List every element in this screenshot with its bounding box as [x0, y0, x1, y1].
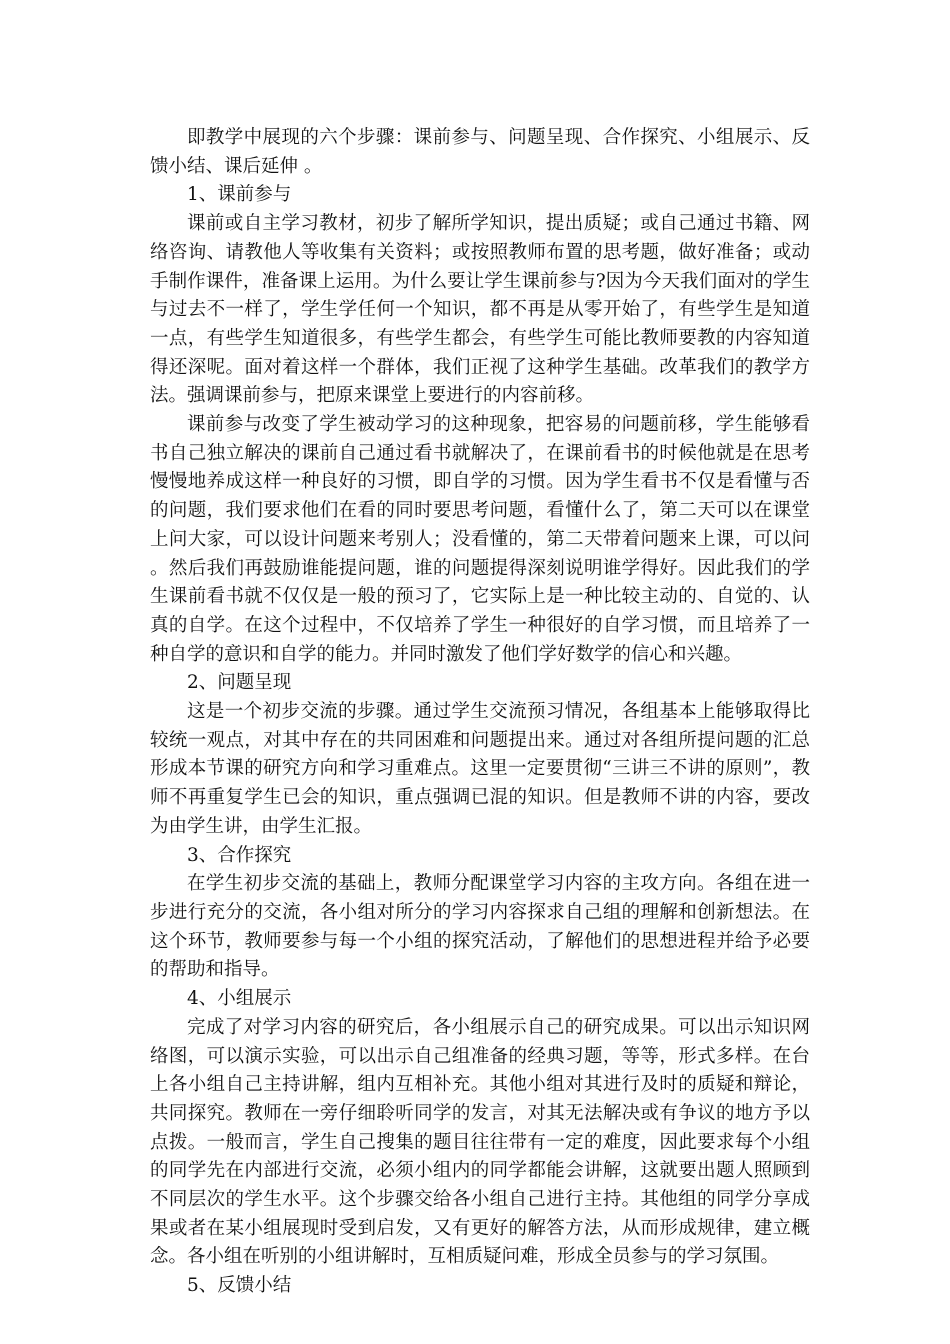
section-1-paragraph-1: 课前或自主学习教材，初步了解所学知识，提出质疑；或自己通过书籍、网络咨询、请教他人等收集有关资料；或按照教师布置的思考题，做好准备；或动手制作课件，准备课上运用。为什么要让学生课前参与?因为今天我们面对的学生与过去不一样了，学生学任何一个知识，都不再是从零开始了，有些学生是知道一点，有些学生知道很多，有些学生都会，有些学生可能比教师要教的内容知道得还深呢。面对着这样一个群体，我们正视了这种学生基础。改革我们的教学方法。强调课前参与，把原来课堂上要进行的内容前移。: [150, 213, 810, 407]
section-1-paragraph-2: 课前参与改变了学生被动学习的这种现象，把容易的问题前移，学生能够看书自己独立解决的课前自己通过看书就解决了，在课前看书的时候他就是在思考慢慢地养成这样一种良好的习惯，即自学的习惯。因为学生看书不仅是看懂与否的问题，我们要求他们在看的同时要思考问题，看懂什么了，第二天可以在课堂上问大家，可以设计问题来考别人；没看懂的，第二天带着问题来上课，可以问。然后我们再鼓励谁能提问题，谁的问题提得深刻说明谁学得好。因此我们的学生课前看书就不仅仅是一般的预习了，它实际上是一种比较主动的、自觉的、认真的自学。在这个过程中，不仅培养了学生一种很好的自学习惯，而且培养了一种自学的意识和自学的能力。并同时激发了他们学好数学的信心和兴趣。: [150, 414, 810, 665]
section-3-paragraph-1: 在学生初步交流的基础上，教师分配课堂学习内容的主攻方向。各组在进一步进行充分的交流，各小组对所分的学习内容探求自己组的理解和创新想法。在这个环节，教师要参与每一个小组的探究活动，了解他们的思想进程并给予必要的帮助和指导。: [150, 873, 810, 981]
section-heading-4: 4、小组展示: [187, 988, 292, 1010]
document-body: [150, 124, 810, 1301]
section-heading-1: 1、课前参与: [187, 184, 292, 206]
section-heading-2: 2、问题呈现: [187, 672, 292, 694]
section-4-paragraph-1: 完成了对学习内容的研究后，各小组展示自己的研究成果。可以出示知识网络图，可以演示实验，可以出示自己组准备的经典习题，等等，形式多样。在台上各小组自己主持讲解，组内互相补充。其他小组对其进行及时的质疑和辩论，共同探究。教师在一旁仔细聆听同学的发言，对其无法解决或有争议的地方予以点拨。一般而言，学生自己搜集的题目往往带有一定的难度，因此要求每个小组的同学先在内部进行交流，必须小组内的同学都能会讲解，这就要出题人照顾到不同层次的学生水平。这个步骤交给各小组自己进行主持。其他组的同学分享成果或者在某小组展现时受到启发，又有更好的解答方法，从而形成规律，建立概念。各小组在听别的小组讲解时，互相质疑问难，形成全员参与的学习氛围。: [150, 1016, 810, 1268]
section-heading-5: 5、反馈小结: [187, 1275, 292, 1297]
intro-paragraph: 即教学中展现的六个步骤：课前参与、问题呈现、合作探究、小组展示、反馈小结、课后延伸 。: [150, 127, 810, 177]
section-heading-3: 3、合作探究: [187, 844, 292, 866]
section-2-paragraph-1: 这是一个初步交流的步骤。通过学生交流预习情况，各组基本上能够取得比较统一观点，对其中存在的共同困难和问题提出来。通过对各组所提问题的汇总形成本节课的研究方向和学习重难点。这里一定要贯彻“三讲三不讲的原则”，教师不再重复学生已会的知识，重点强调已混的知识。但是教师不讲的内容，要改为由学生讲，由学生汇报。: [150, 701, 810, 837]
